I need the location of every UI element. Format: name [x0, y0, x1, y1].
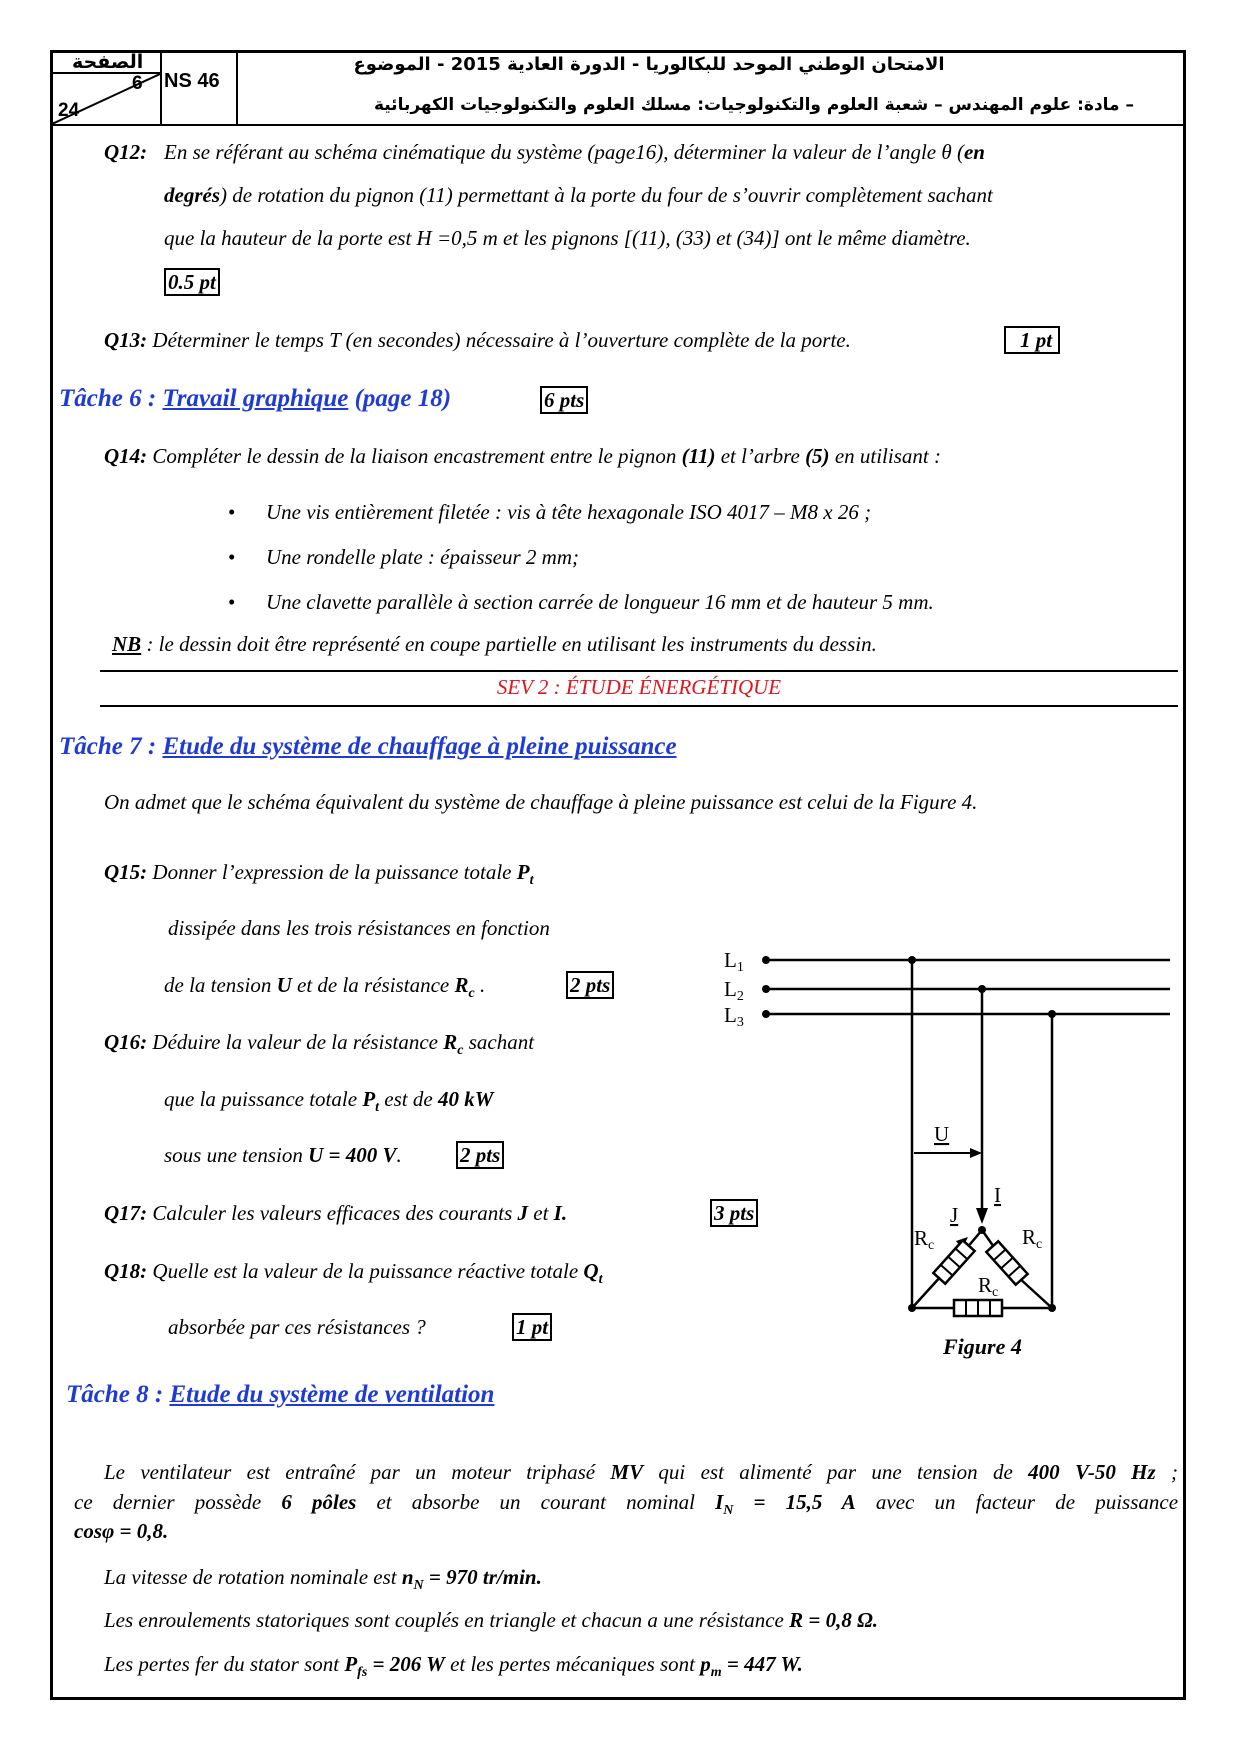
- label-J: J: [950, 1203, 959, 1227]
- q16-line2: que la puissance totale $P_t$ est de 40 kW: [164, 1087, 494, 1116]
- sev2-heading: SEV 2 : ÉTUDE ÉNERGÉTIQUE: [496, 675, 782, 699]
- q15-points: 2 pts: [566, 971, 614, 999]
- header-title-line1: الامتحان الوطني الموحد للبكالوريا - الدورة العادية 2015 - الموضوع: [353, 54, 945, 75]
- vent-para-line2: ce dernier possède 6 pôles et absorbe un courant nominal $I_N = 15,5$ A avec un facteur de puissance: [74, 1490, 1179, 1519]
- task8-title: Etude du système de ventilation: [169, 1381, 495, 1408]
- q18-line1: Q18: Quelle est la valeur de la puissance réactive totale $Q_t$: [104, 1259, 603, 1288]
- figure-4-caption: Figure 4: [943, 1334, 1022, 1359]
- vent-losses: Les pertes fer du stator sont $P_{fs} = 206$ W et les pertes mécaniques sont $p_m = 447$ W.: [104, 1652, 803, 1681]
- q18-line2: absorbée par ces résistances ?: [168, 1315, 426, 1339]
- figure-4-circuit: [700, 940, 1190, 1360]
- label-L1: L1: [724, 948, 744, 975]
- task6-heading: Tâche 6 : Travail graphique (page 18): [59, 385, 452, 412]
- q13-line: Q13: Déterminer le temps T (en secondes) nécessaire à l’ouverture complète de la porte.: [104, 328, 851, 352]
- page-total: 24: [58, 100, 80, 121]
- q12-points: 0.5 pt: [164, 268, 220, 296]
- q15-line1: Q15: Donner l’expression de la puissance totale $P_t$: [104, 860, 534, 889]
- task7-heading: Tâche 7 : Etude du système de chauffage à pleine puissance: [59, 733, 677, 760]
- q12-label: [104, 140, 147, 165]
- q17-points: 3 pts: [710, 1199, 758, 1227]
- vent-para-line3: cosφ = 0,8.: [74, 1519, 169, 1543]
- q16-points: 2 pts: [456, 1141, 504, 1169]
- q16-line1: Q16: Déduire la valeur de la résistance $R_c$ sachant: [104, 1030, 535, 1059]
- label-Rc-right: Rc: [1022, 1225, 1043, 1252]
- q14-bullet-1: Une vis entièrement filetée : vis à tête hexagonale ISO 4017 – M8 x 26 ;: [266, 500, 872, 524]
- q14-line: Q14: Compléter le dessin de la liaison encastrement entre le pignon (11) et l’arbre (5) en utilisant :: [104, 444, 941, 468]
- header-divider: [160, 50, 162, 124]
- q12-number: Q12:: [104, 140, 148, 164]
- task7-title: Etude du système de chauffage à pleine puissance: [162, 733, 677, 760]
- task7-intro: On admet que le schéma équivalent du système de chauffage à pleine puissance est celui de la Figure 4.: [104, 790, 978, 814]
- label-Rc-left: Rc: [914, 1226, 935, 1253]
- task6-points: 6 pts: [540, 386, 588, 414]
- label-L2: L2: [724, 977, 744, 1004]
- label-U: U: [934, 1122, 950, 1146]
- bullet-marker: •: [228, 590, 236, 614]
- resistor-bottom: [954, 1300, 1002, 1316]
- sev2-top-rule: [100, 670, 1178, 672]
- header-separator: [50, 124, 1186, 126]
- bullet-marker: •: [228, 545, 236, 569]
- header-divider: [236, 50, 238, 124]
- q14-bullet-2: Une rondelle plate : épaisseur 2 mm;: [266, 545, 579, 569]
- task8-heading: Tâche 8 : Etude du système de ventilation: [66, 1381, 495, 1408]
- q13-points: 1 pt: [1004, 326, 1060, 354]
- resistor-left: [933, 1240, 974, 1283]
- voltage-U-arrow: [970, 1148, 982, 1158]
- task6-title: Travail graphique: [162, 385, 349, 412]
- page-number: 6: [132, 73, 143, 94]
- q12-line2: degrés) de rotation du pignon (11) permettant à la porte du four de s’ouvrir complètement sachant: [164, 183, 993, 207]
- bullet-marker: •: [228, 500, 236, 524]
- q14-bullet-3: Une clavette parallèle à section carrée de longueur 16 mm et de hauteur 5 mm.: [266, 590, 934, 614]
- sev2-bottom-rule: [100, 705, 1178, 707]
- q16-line3: sous une tension U = 400 V.: [164, 1143, 402, 1167]
- label-I: I: [994, 1183, 1001, 1207]
- current-I-arrow: [976, 1208, 988, 1224]
- label-Rc-bottom: Rc: [978, 1273, 999, 1300]
- q12-line1: En se référant au schéma cinématique du système (page16), déterminer la valeur de l’angle θ (en: [164, 140, 985, 164]
- q18-points: 1 pt: [512, 1313, 552, 1341]
- q17-line: Q17: Calculer les valeurs efficaces des courants J et I.: [104, 1201, 568, 1225]
- label-L3: L3: [724, 1003, 744, 1030]
- q12-line3: que la hauteur de la porte est H =0,5 m et les pignons [(11), (33) et (34)] ont le même diamètre.: [164, 226, 971, 250]
- exam-code: NS 46: [164, 70, 220, 92]
- vent-para-line1: Le ventilateur est entraîné par un moteur triphasé MV qui est alimenté par une tension de 400 V-50 Hz ;: [104, 1460, 1178, 1484]
- page-label: الصفحة: [72, 51, 144, 73]
- q14-note: NB : le dessin doit être représenté en coupe partielle en utilisant les instruments du dessin.: [112, 632, 877, 656]
- vent-windings: Les enroulements statoriques sont couplés en triangle et chacun a une résistance R = 0,8 Ω.: [104, 1608, 879, 1632]
- q15-line2: dissipée dans les trois résistances en fonction: [168, 916, 550, 940]
- vent-speed: La vitesse de rotation nominale est $n_N = 970$ tr/min.: [104, 1565, 542, 1594]
- header-title-line2: – مادة: علوم المهندس – شعبة العلوم والتكنولوجيات: مسلك العلوم والتكنولوجيات الكهربائية: [373, 95, 1134, 115]
- q15-line3: de la tension U et de la résistance $R_c$ .: [164, 973, 486, 1002]
